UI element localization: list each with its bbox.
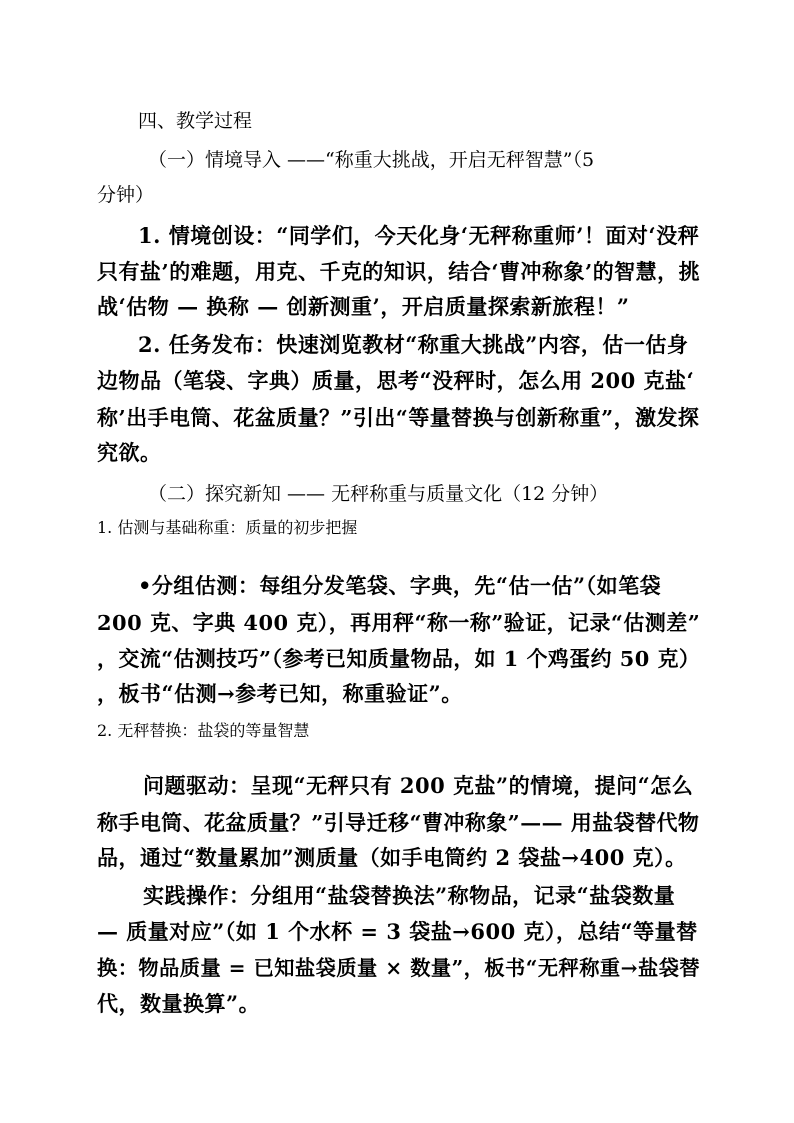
p3-line-3: ，交流“估测技巧”（参考已知质量物品，如 1 个鸡蛋约 50 克） [97,646,701,671]
p5-line-4: 代，数量换算”。 [97,991,261,1016]
p2-line-2: 边物品（笔袋、字典）质量，思考“没秤时，怎么用 200 克盐‘ [97,368,695,393]
p1-line-3: 战‘估物 — 换称 — 创新测重’，开启质量探索新旅程！” [97,294,630,319]
p3-line-2: 200 克、字典 400 克），再用秤“称一称”验证，记录“估测差” [97,610,701,635]
section-title: 四、教学过程 [138,110,253,132]
p4-line-1: 问题驱动：呈现“无秤只有 200 克盐”的情境，提问“怎么 [143,773,694,798]
p1-line-2: 只有盐’的难题，用克、千克的知识，结合‘曹冲称象’的智慧，挑 [97,259,701,284]
p5-line-2: — 质量对应”（如 1 个水杯 = 3 袋盐→600 克），总结“等量替 [97,919,698,944]
part2-heading: （二）探究新知 —— 无秤称重与质量文化（12 分钟） [148,483,609,505]
subsection-1-title: 1. 估测与基础称重：质量的初步把握 [97,518,358,537]
p4-line-2: 称手电筒、花盆质量？”引导迁移“曹冲称象”—— 用盐袋替代物 [97,810,700,835]
p1-line-1: 1. 情境创设：“同学们，今天化身‘无秤称重师’！面对‘没秤 [138,223,700,248]
p4-line-3: 品，通过“数量累加”测质量（如手电筒约 2 袋盐→400 克）。 [97,845,687,870]
p5-line-3: 换：物品质量 = 已知盐袋质量 × 数量”，板书“无秤称重→盐袋替 [97,956,701,980]
part1-heading-cont: 分钟） [97,184,155,206]
p3-line-1: •分组估测：每组分发笔袋、字典，先“估一估”（如笔袋 [138,573,662,598]
p5-line-1: 实践操作：分组用“盐袋替换法”称物品，记录“盐袋数量 [143,883,676,908]
p2-line-4: 究欲。 [97,440,162,465]
p2-line-3: 称’出手电筒、花盆质量？”引出“等量替换与创新称重”，激发探 [97,405,700,430]
subsection-2-title: 2. 无秤替换：盐袋的等量智慧 [97,721,310,740]
part1-heading: （一）情境导入 ——“称重大挑战，开启无秤智慧”（5 [148,149,595,171]
p2-line-1: 2. 任务发布：快速浏览教材“称重大挑战”内容，估一估身 [138,332,689,357]
p3-line-4: ，板书“估测→参考已知，称重验证”。 [97,681,463,706]
